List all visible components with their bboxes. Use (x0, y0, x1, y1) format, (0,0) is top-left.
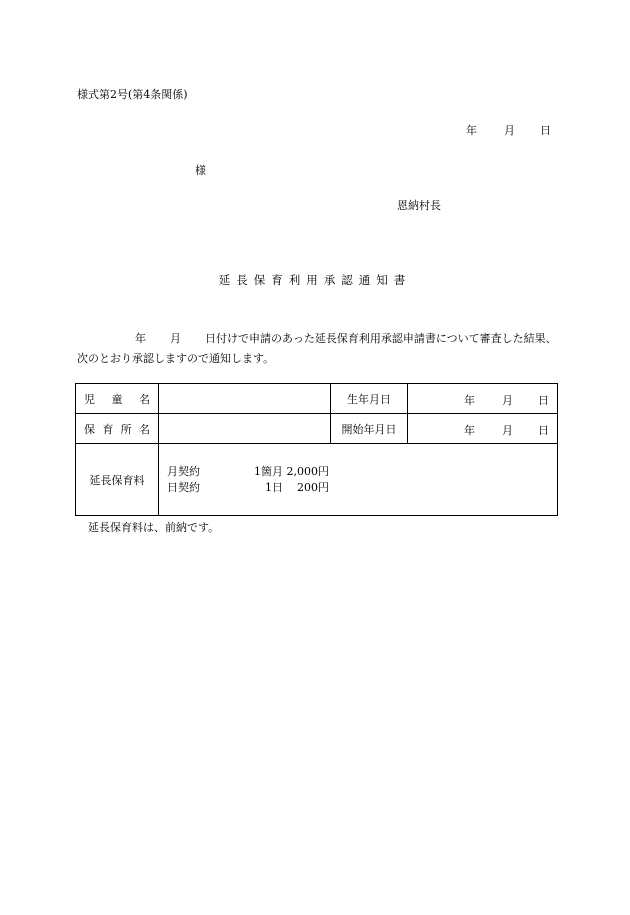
notice-body (77, 329, 557, 369)
start-date-day: 日 (538, 424, 549, 437)
child-name-value (159, 384, 331, 414)
label-char: 童 (111, 392, 123, 406)
child-name-label (76, 391, 158, 407)
approval-table (75, 383, 558, 516)
start-date-year: 年 (464, 424, 475, 437)
fee-daily-amount: 200円 (297, 480, 329, 494)
fee-daily-period: 1日 (265, 480, 283, 494)
nursery-label-text (84, 421, 150, 437)
issue-date-month: 月 (504, 124, 515, 137)
issue-date-year: 年 (466, 124, 477, 137)
label-char: 名 (139, 392, 150, 406)
birthdate-year: 年 (464, 394, 475, 407)
table-row (76, 384, 558, 414)
fee-monthly-type: 月契約 (167, 464, 200, 478)
prepayment-note: 延長保育料は、前納です。 (88, 521, 220, 534)
birthdate-value (408, 384, 558, 414)
body-year: 年 (135, 332, 146, 345)
nursery-label-cell (76, 414, 159, 444)
issuer-name: 恩納村長 (397, 199, 441, 212)
fee-monthly-amount: 2,000円 (286, 464, 329, 478)
label-char: 保 (84, 422, 95, 436)
start-date-value (408, 414, 558, 444)
start-date-label: 開始年月日 (331, 414, 408, 444)
label-char: 育 (102, 422, 114, 436)
fee-details (159, 444, 558, 516)
form-number: 様式第2号(第4条関係) (77, 88, 188, 101)
addressee-suffix: 様 (195, 164, 206, 177)
table-row (76, 414, 558, 444)
label-char: 所 (120, 422, 132, 436)
fee-daily-type: 日契約 (167, 480, 200, 494)
nursery-label (76, 421, 158, 437)
table-row (76, 444, 558, 516)
fee-lines (159, 464, 557, 496)
label-char: 名 (138, 422, 150, 436)
child-name-label-cell (76, 384, 159, 414)
birthdate-day: 日 (538, 394, 549, 407)
body-month: 月 (170, 332, 181, 345)
fee-monthly-period: 1箇月 (254, 464, 283, 478)
fee-label: 延長保育料 (76, 444, 159, 516)
label-char: 児 (84, 392, 95, 406)
fee-row-daily (167, 480, 557, 496)
issue-date-day: 日 (540, 124, 551, 137)
fee-row-monthly (167, 464, 557, 480)
birthdate-month: 月 (502, 394, 513, 407)
child-name-label-text (84, 391, 150, 407)
document-title: 延長保育利用承認通知書 (218, 273, 412, 287)
nursery-value (159, 414, 331, 444)
birthdate-label: 生年月日 (331, 384, 408, 414)
start-date-month: 月 (502, 424, 513, 437)
body-text: 日付けで申請のあった延長保育利用承認申請書について審査した結果、次のとおり承認しますので通知します。 (77, 332, 557, 365)
